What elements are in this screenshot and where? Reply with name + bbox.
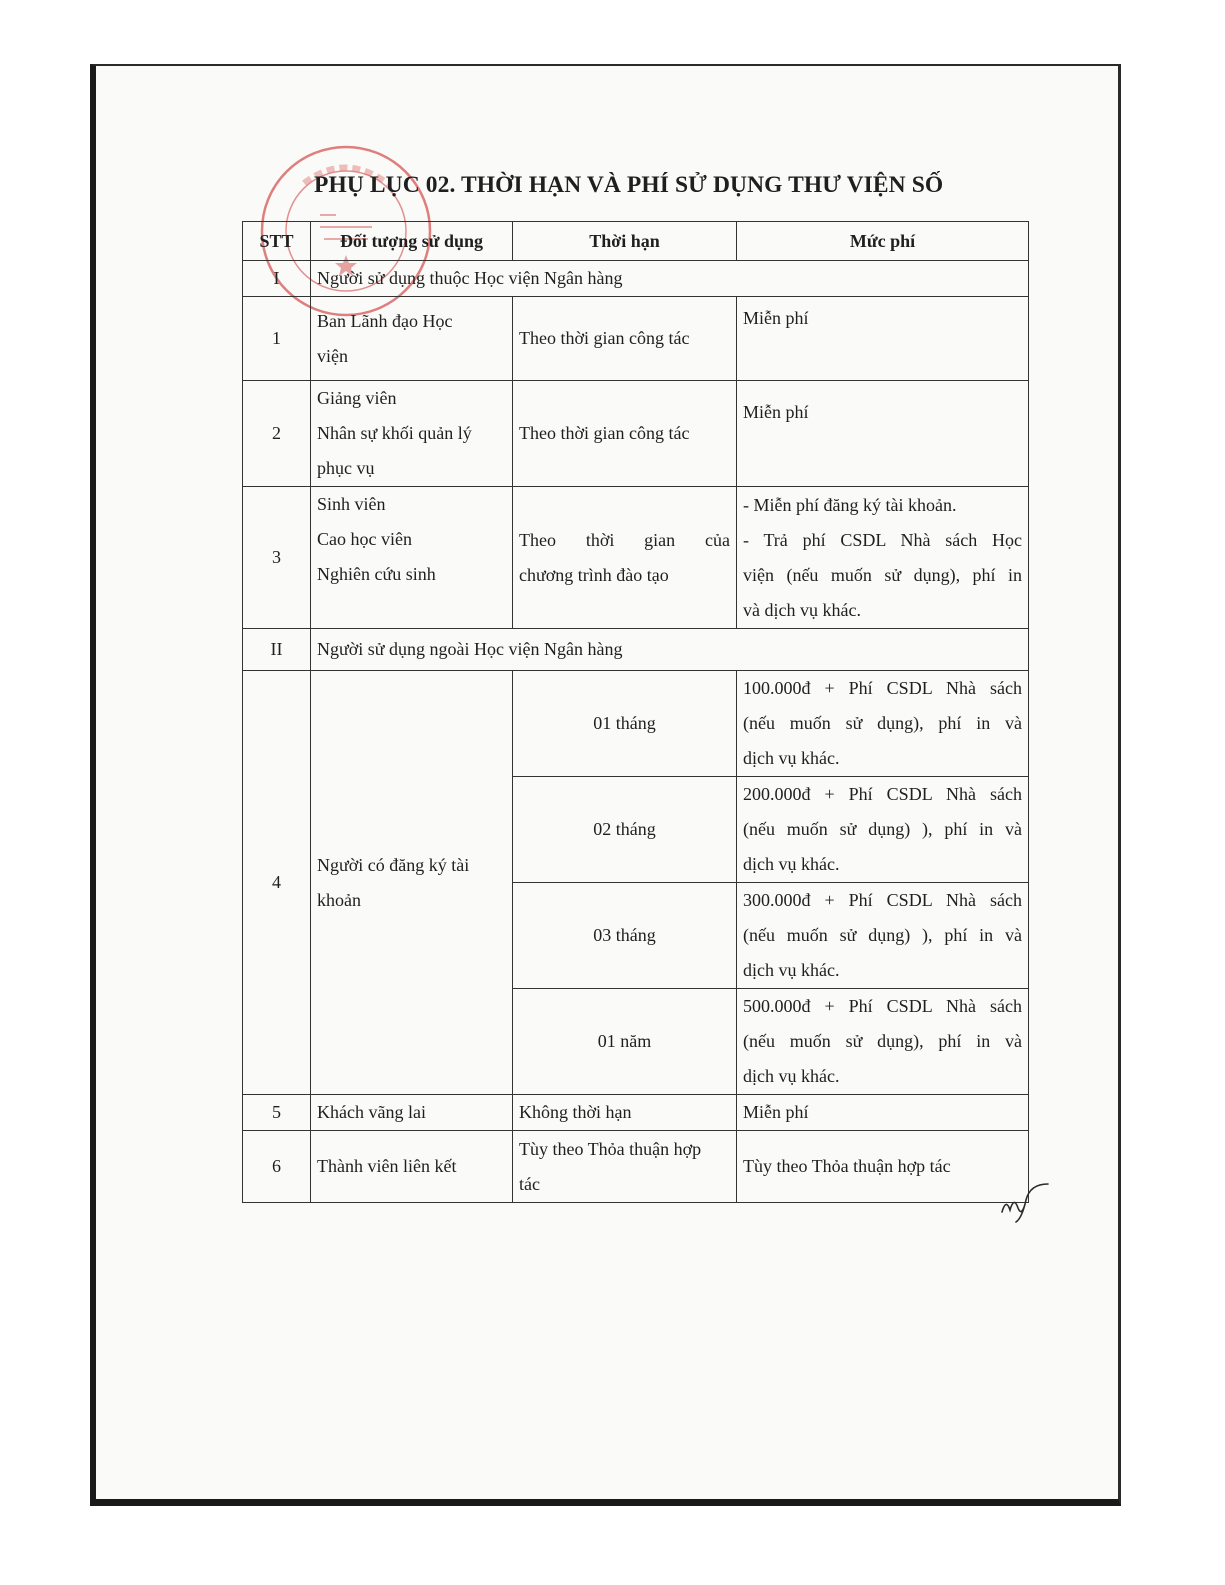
header-fee: Mức phí: [737, 222, 1029, 261]
fee-line: 300.000đ + Phí CSDL Nhà sách: [743, 890, 1022, 910]
fee-line: - Trả phí CSDL Nhà sách Học: [743, 529, 1022, 550]
row-number: 4: [243, 671, 311, 1095]
fee-line: dịch vụ khác.: [743, 854, 840, 874]
duration-cell: [513, 487, 737, 629]
user-line: Ban Lãnh đạo Học: [317, 310, 453, 331]
table-row: [243, 1095, 1029, 1131]
duration-line: chương trình đào tạo: [519, 564, 669, 585]
row-number: 1: [243, 297, 311, 381]
fee-line: và dịch vụ khác.: [743, 599, 861, 620]
duration-cell: 01 năm: [513, 989, 737, 1095]
user-line: Giảng viên: [317, 388, 397, 408]
user-line: khoản: [317, 889, 361, 910]
fee-line: dịch vụ khác.: [743, 1066, 840, 1086]
section-number: I: [243, 261, 311, 297]
header-stt: STT: [243, 222, 311, 261]
duration-cell: 01 tháng: [513, 671, 737, 777]
user-line: Nhân sự khối quản lý: [317, 423, 472, 443]
row-number: 5: [243, 1095, 311, 1131]
duration-cell: Không thời hạn: [513, 1095, 737, 1131]
fee-line: (nếu muốn sử dụng), phí in và: [743, 713, 1022, 733]
user-line: viện: [317, 345, 348, 366]
fee-cell: Miễn phí: [737, 1095, 1029, 1131]
fee-line: (nếu muốn sử dụng) ), phí in và: [743, 819, 1022, 839]
duration-cell: 02 tháng: [513, 777, 737, 883]
fee-line: - Miễn phí đăng ký tài khoản.: [743, 494, 957, 515]
fee-line: 100.000đ + Phí CSDL Nhà sách: [743, 678, 1022, 698]
table-header-row: [243, 222, 1029, 261]
duration-line: Tùy theo Thỏa thuận hợp: [519, 1138, 702, 1159]
page-title: PHỤ LỤC 02. THỜI HẠN VÀ PHÍ SỬ DỤNG THƯ VIỆN SỐ: [314, 172, 944, 198]
duration-cell: 03 tháng: [513, 883, 737, 989]
table-row: [243, 297, 1029, 381]
user-cell: [311, 671, 513, 1095]
user-cell: [311, 297, 513, 381]
user-cell: Khách vãng lai: [311, 1095, 513, 1131]
header-user: Đối tượng sử dụng: [311, 222, 513, 261]
row-number: 2: [243, 381, 311, 487]
fee-line: (nếu muốn sử dụng), phí in và: [743, 1031, 1022, 1051]
duration-cell: [513, 1131, 737, 1203]
fee-line: 200.000đ + Phí CSDL Nhà sách: [743, 784, 1022, 804]
handwritten-initials: [996, 1178, 1056, 1224]
table-row: [243, 381, 1029, 487]
table-row: [243, 671, 1029, 777]
section-label: Người sử dụng ngoài Học viện Ngân hàng: [311, 629, 1029, 671]
table-row: [243, 487, 1029, 629]
fee-cell: Miễn phí: [737, 381, 1029, 487]
table-row: [243, 1131, 1029, 1203]
fee-line: (nếu muốn sử dụng) ), phí in và: [743, 925, 1022, 945]
row-number: 3: [243, 487, 311, 629]
fee-cell: Miễn phí: [737, 297, 1029, 381]
fee-cell: [737, 777, 1029, 883]
fee-cell: [737, 487, 1029, 629]
section-label: Người sử dụng thuộc Học viện Ngân hàng: [311, 261, 1029, 297]
fee-line: dịch vụ khác.: [743, 748, 840, 768]
row-number: 6: [243, 1131, 311, 1203]
fee-cell: [737, 883, 1029, 989]
fee-line: 500.000đ + Phí CSDL Nhà sách: [743, 996, 1022, 1016]
user-cell: Thành viên liên kết: [311, 1131, 513, 1203]
user-line: Người có đăng ký tài: [317, 854, 470, 875]
section-row-internal: [243, 261, 1029, 297]
duration-line: Theo thời gian của: [519, 529, 730, 550]
fee-cell: Tùy theo Thỏa thuận hợp tác: [737, 1131, 1029, 1203]
user-cell: [311, 487, 513, 629]
fee-cell: [737, 989, 1029, 1095]
fee-line: viện (nếu muốn sử dụng), phí in: [743, 564, 1022, 585]
fee-line: dịch vụ khác.: [743, 960, 840, 980]
section-number: II: [243, 629, 311, 671]
section-row-external: [243, 629, 1029, 671]
duration-cell: Theo thời gian công tác: [513, 381, 737, 487]
user-cell: [311, 381, 513, 487]
user-line: Nghiên cứu sinh: [317, 564, 436, 584]
fee-table: [242, 221, 1029, 1203]
user-line: Cao học viên: [317, 529, 412, 549]
fee-cell: [737, 671, 1029, 777]
user-line: phục vụ: [317, 458, 375, 478]
duration-line: tác: [519, 1173, 540, 1194]
user-line: Sinh viên: [317, 494, 386, 514]
duration-cell: Theo thời gian công tác: [513, 297, 737, 381]
header-duration: Thời hạn: [513, 222, 737, 261]
